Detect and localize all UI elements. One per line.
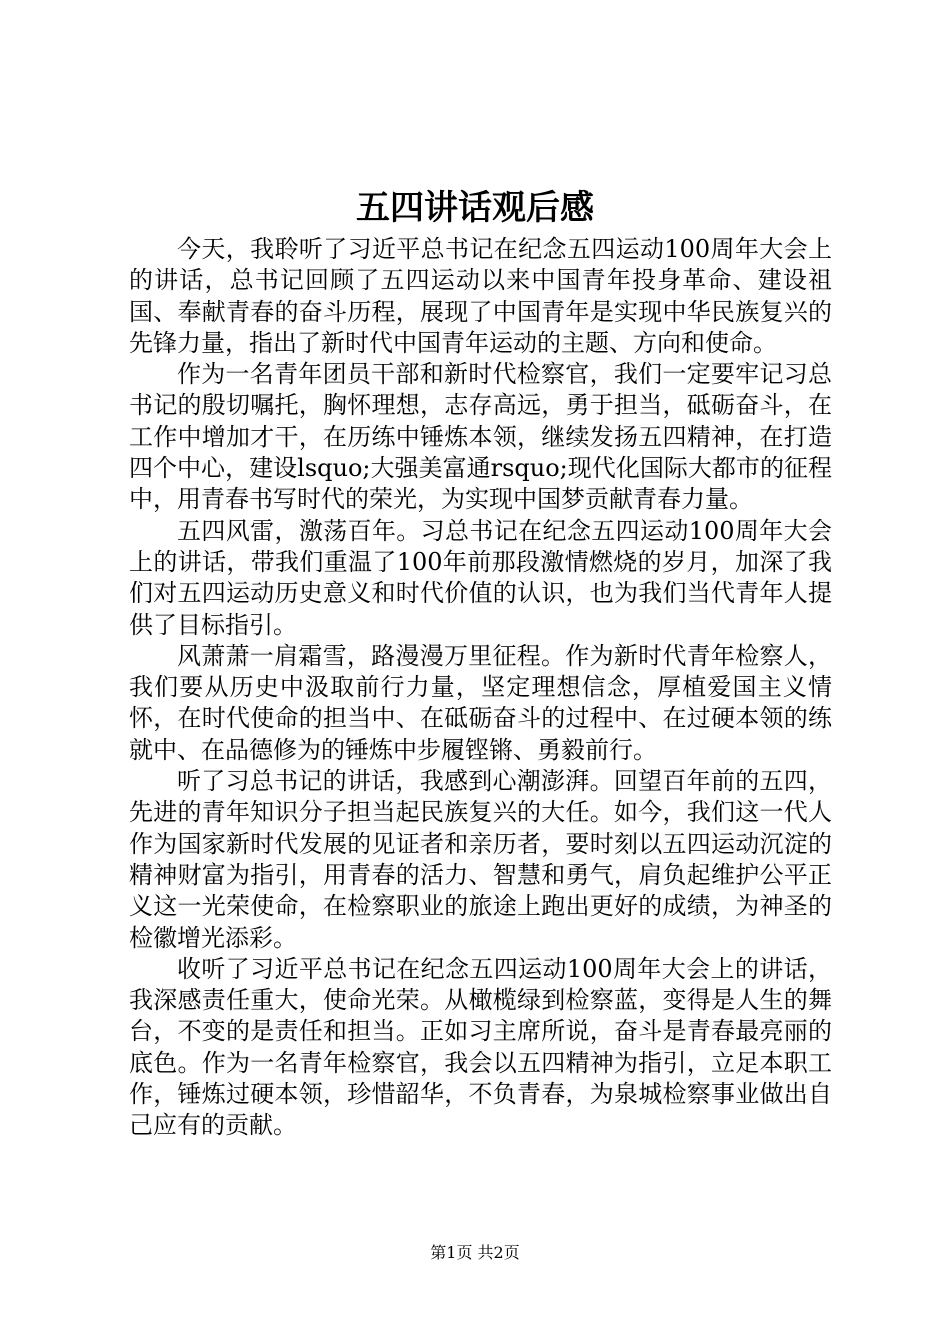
paragraph-1: 今天，我聆听了习近平总书记在纪念五四运动100周年大会上的讲话，总书记回顾了五四运动以来中国青年投身革命、建设祖国、奉献青春的奋斗历程，展现了中国青年是实现中华民族复兴的先锋力量，指出了新时代中国青年运动的主题、方向和使命。 (129, 235, 832, 357)
page-number-footer: 第1页 共2页 (430, 1243, 520, 1262)
document-body (129, 234, 832, 1142)
document-title: 五四讲话观后感 (356, 188, 594, 228)
paragraph-4: 风萧萧一肩霜雪，路漫漫万里征程。作为新时代青年检察人，我们要从历史中汲取前行力量，坚定理想信念，厚植爱国主义情怀，在时代使命的担当中、在砥砺奋斗的过程中、在过硬本领的练就中、在品德修为的锤炼中步履铿锵、勇毅前行。 (129, 641, 832, 764)
paragraph-2: 作为一名青年团员干部和新时代检察官，我们一定要牢记习总书记的殷切嘱托，胸怀理想，志存高远，勇于担当，砥砺奋斗，在工作中增加才干，在历练中锤炼本领，继续发扬五四精神，在打造四个中心，建设lsquo;大强美富通rsquo;现代化国际大都市的征程中，用青春书写时代的荣光，为实现中国梦贡献青春力量。 (129, 360, 832, 514)
paragraph-6: 收听了习近平总书记在纪念五四运动100周年大会上的讲话，我深感责任重大，使命光荣。从橄榄绿到检察蓝，变得是人生的舞台，不变的是责任和担当。正如习主席所说，奋斗是青春最亮丽的底色。作为一名青年检察官，我会以五四精神为指引，立足本职工作，锤炼过硬本领，珍惜韶华，不负青春，为泉城检察事业做出自己应有的贡献。 (129, 954, 832, 1140)
paragraph-3: 五四风雷，激荡百年。习总书记在纪念五四运动100周年大会上的讲话，带我们重温了100年前那段激情燃烧的岁月，加深了我们对五四运动历史意义和时代价值的认识，也为我们当代青年人提供了目标指引。 (129, 516, 832, 639)
paragraph-5: 听了习总书记的讲话，我感到心潮澎湃。回望百年前的五四，先进的青年知识分子担当起民族复兴的大任。如今，我们这一代人作为国家新时代发展的见证者和亲历者，要时刻以五四运动沉淀的精神财富为指引，用青春的活力、智慧和勇气，肩负起维护公平正义这一光荣使命，在检察职业的旅途上跑出更好的成绩，为神圣的检徽增光添彩。 (129, 767, 832, 952)
